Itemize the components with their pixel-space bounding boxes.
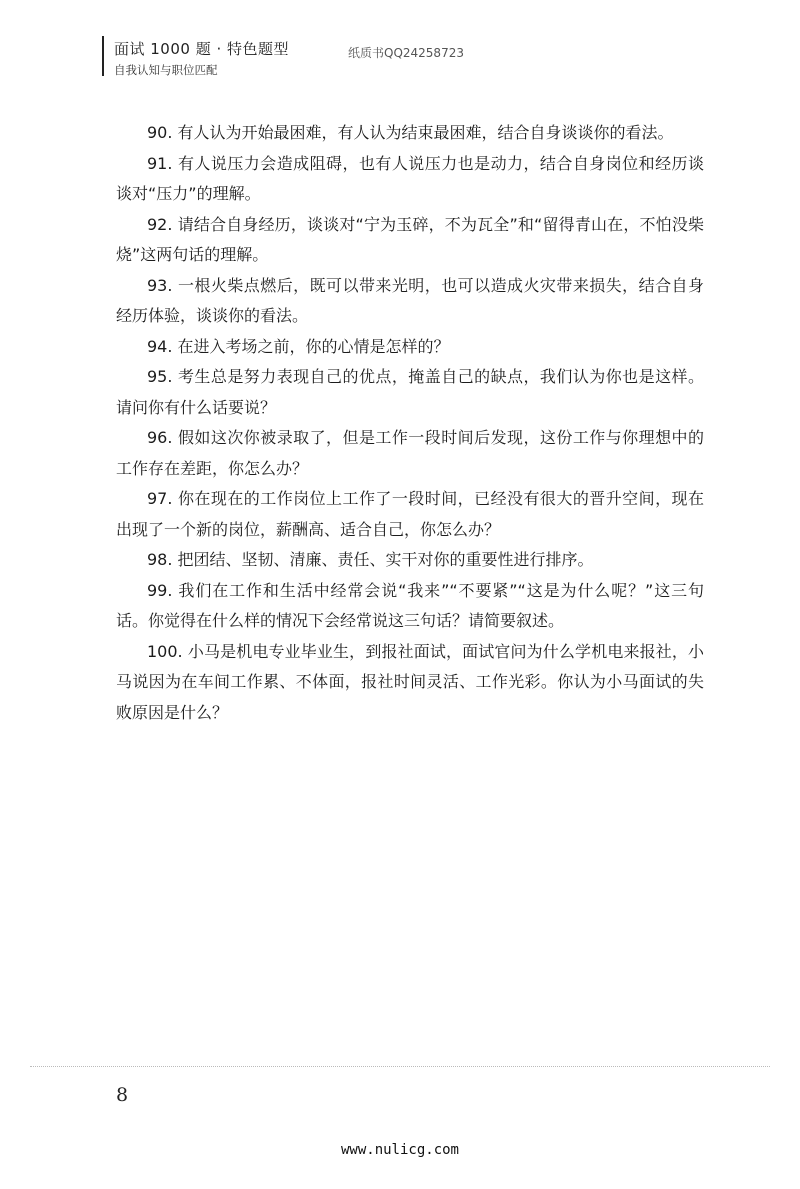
question-item: 100. 小马是机电专业毕业生，到报社面试，面试官问为什么学机电来报社，小马说因为在车间工作累、不体面，报社时间灵活、工作光彩。你认为小马面试的失败原因是什么？ bbox=[116, 641, 704, 722]
question-item: 95. 考生总是努力表现自己的优点，掩盖自己的缺点，我们认为你也是这样。请问你有什么话要说？ bbox=[116, 367, 704, 417]
question-item: 92. 请结合自身经历，谈谈对“宁为玉碎，不为瓦全”和“留得青山在，不怕没柴烧”这两句话的理解。 bbox=[116, 214, 704, 264]
watermark-text: 纸质书QQ24258723 bbox=[348, 46, 464, 60]
question-item: 90. 有人认为开始最困难，有人认为结束最困难，结合自身谈谈你的看法。 bbox=[147, 123, 674, 142]
question-item: 99. 我们在工作和生活中经常会说“我来”“不要紧”“这是为什么呢？”这三句话。你觉得在什么样的情况下会经常说这三句话？请简要叙述。 bbox=[116, 580, 704, 630]
book-title: 面试 1000 题 · 特色题型 bbox=[114, 40, 290, 58]
question-item: 91. 有人说压力会造成阻碍，也有人说压力也是动力，结合自身岗位和经历谈谈对“压力”的理解。 bbox=[116, 153, 704, 203]
question-item: 93. 一根火柴点燃后，既可以带来光明，也可以造成火灾带来损失，结合自身经历体验，谈谈你的看法。 bbox=[116, 275, 704, 325]
header-rule bbox=[102, 36, 104, 76]
question-item: 97. 你在现在的工作岗位上工作了一段时间，已经没有很大的晋升空间，现在出现了一个新的岗位，薪酬高、适合自己，你怎么办？ bbox=[116, 489, 704, 539]
chapter-subtitle: 自我认知与职位匹配 bbox=[114, 63, 218, 77]
question-item: 98. 把团结、坚韧、清廉、责任、实干对你的重要性进行排序。 bbox=[147, 550, 594, 569]
question-item: 96. 假如这次你被录取了，但是工作一段时间后发现，这份工作与你理想中的工作存在差距，你怎么办？ bbox=[116, 428, 704, 478]
scan-divider bbox=[30, 1066, 770, 1067]
question-item: 94. 在进入考场之前，你的心情是怎样的？ bbox=[147, 336, 450, 356]
question-list bbox=[116, 118, 704, 728]
page-number: 8 bbox=[116, 1084, 129, 1106]
footer-url: www.nulicg.com bbox=[340, 1142, 459, 1158]
